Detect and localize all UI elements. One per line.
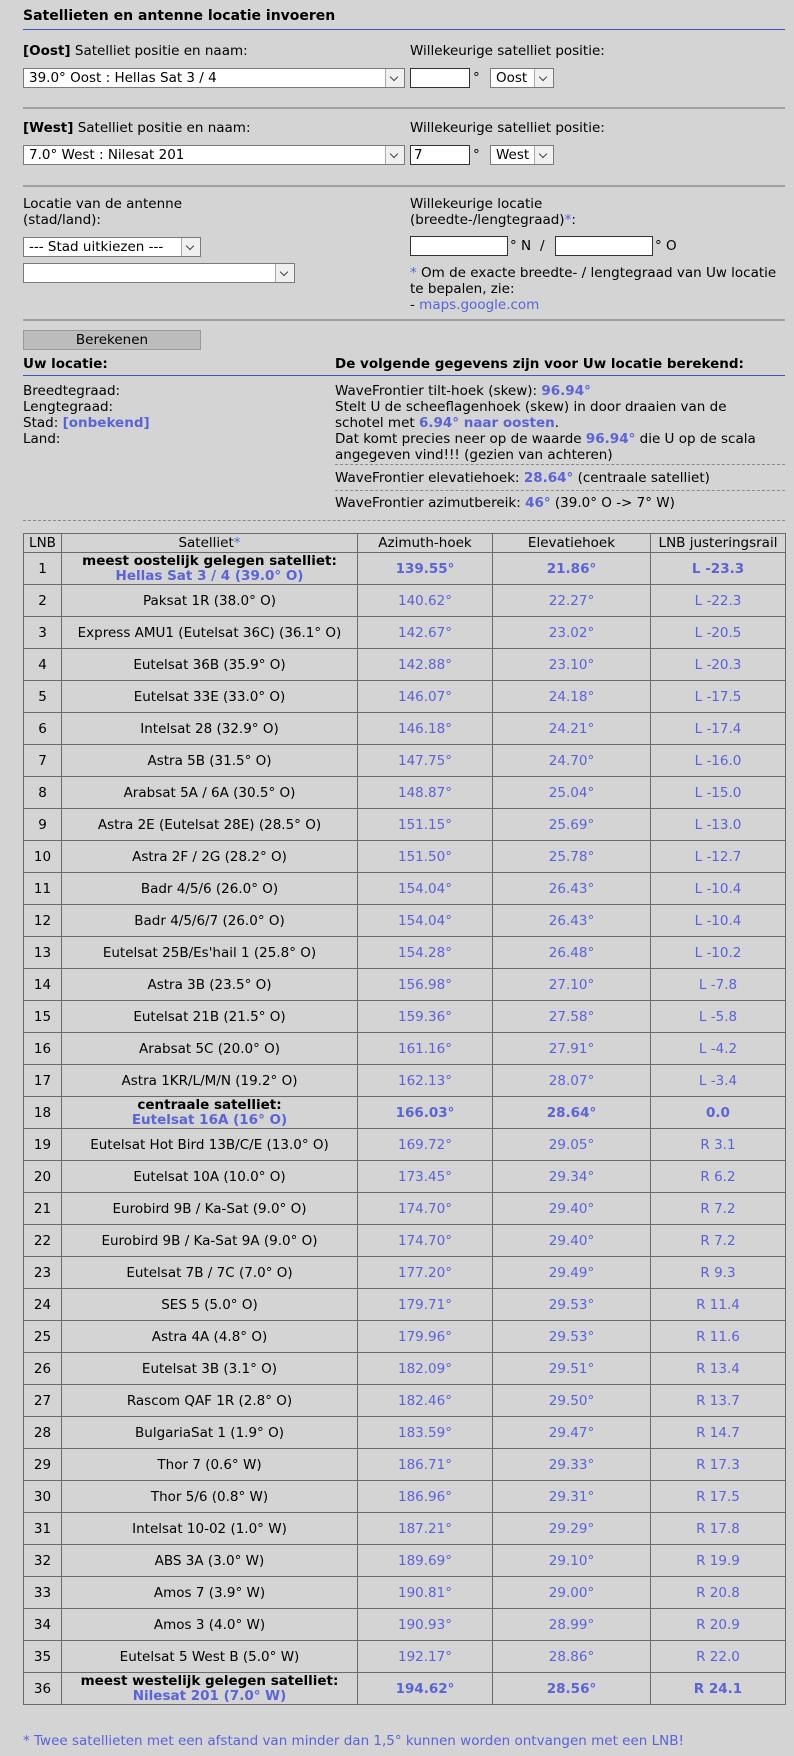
satellite-name-text: Hellas Sat 3 / 4 (39.0° O) <box>115 567 304 584</box>
azimuth-value: 151.15° <box>358 809 493 841</box>
elevation-value: 26.43° <box>493 905 651 937</box>
lnb-rail-value: R 20.9 <box>651 1609 786 1641</box>
lnb-rail-value: L -12.7 <box>651 841 786 873</box>
lnb-rail-value: L -3.4 <box>651 1065 786 1097</box>
elevation-value: 28.99° <box>493 1609 651 1641</box>
azimuth-value: 182.09° <box>358 1353 493 1385</box>
satellite-name: ABS 3A (3.0° W) <box>62 1545 358 1577</box>
azimuth-value: 194.62° <box>358 1673 493 1705</box>
satellite-name: Astra 5B (31.5° O) <box>62 745 358 777</box>
table-area <box>23 521 785 1721</box>
lnb-number: 23 <box>24 1257 62 1289</box>
lnb-rail-value: L -10.2 <box>651 937 786 969</box>
footnote: * Twee satellieten met een afstand van minder dan 1,5° kunnen worden ontvangen met een LNB! <box>23 1733 684 1749</box>
satellite-name: Thor 5/6 (0.8° W) <box>62 1481 358 1513</box>
button-row <box>23 321 785 353</box>
azimuth-value: 177.20° <box>358 1257 493 1289</box>
elevation-value: 29.29° <box>493 1513 651 1545</box>
elevation-value: 21.86° <box>493 553 651 585</box>
chevron-down-icon <box>534 146 553 164</box>
azimuth-value: 159.36° <box>358 1001 493 1033</box>
azimuth-value: 161.16° <box>358 1033 493 1065</box>
azimuth-value: 182.46° <box>358 1385 493 1417</box>
table-row <box>24 745 786 777</box>
chevron-down-icon <box>181 238 200 256</box>
table-row <box>24 1513 786 1545</box>
azimuth-value: 169.72° <box>358 1129 493 1161</box>
lnb-rail-value: R 13.7 <box>651 1385 786 1417</box>
page <box>23 0 785 1749</box>
table-row <box>24 713 786 745</box>
satellite-role: meest westelijk gelegen satelliet: <box>80 1672 339 1689</box>
table-row <box>24 1417 786 1449</box>
azimuth-value: 142.67° <box>358 617 493 649</box>
satellite-name: Eutelsat 7B / 7C (7.0° O) <box>62 1257 358 1289</box>
elevation-value: 27.58° <box>493 1001 651 1033</box>
lnb-rail-value: R 13.4 <box>651 1353 786 1385</box>
azimuth-value: 186.96° <box>358 1481 493 1513</box>
elevation-value: 27.10° <box>493 969 651 1001</box>
lnb-rail-value: L -13.0 <box>651 809 786 841</box>
elevation-value: 29.31° <box>493 1481 651 1513</box>
header-satellite: Satelliet* <box>62 534 358 553</box>
satellite-name: Paksat 1R (38.0° O) <box>62 585 358 617</box>
lnb-number: 28 <box>24 1417 62 1449</box>
azimuth-value: 190.93° <box>358 1609 493 1641</box>
table-row <box>24 905 786 937</box>
lnb-number: 21 <box>24 1193 62 1225</box>
azimuth-value: 186.71° <box>358 1449 493 1481</box>
table-row <box>24 1481 786 1513</box>
table-row <box>24 1001 786 1033</box>
east-satellite-select[interactable]: 39.0° Oost : Hellas Sat 3 / 4 <box>23 68 405 88</box>
satellite-name: Eurobird 9B / Ka-Sat 9A (9.0° O) <box>62 1225 358 1257</box>
satellite-name: Eutelsat 21B (21.5° O) <box>62 1001 358 1033</box>
lnb-rail-value: R 24.1 <box>651 1673 786 1705</box>
table-row <box>24 841 786 873</box>
satellite-name: Arabsat 5C (20.0° O) <box>62 1033 358 1065</box>
satellite-name: Eurobird 9B / Ka-Sat (9.0° O) <box>62 1193 358 1225</box>
satellite-name: Badr 4/5/6 (26.0° O) <box>62 873 358 905</box>
lnb-rail-value: L -5.8 <box>651 1001 786 1033</box>
table-row <box>24 553 786 585</box>
satellite-name: Eutelsat 3B (3.1° O) <box>62 1353 358 1385</box>
lnb-rail-value: R 22.0 <box>651 1641 786 1673</box>
maps-note: * Om de exacte breedte- / lengtegraad van Uw locatie te bepalen, zie: - maps.google.com <box>410 265 777 313</box>
table-row <box>24 1545 786 1577</box>
lnb-rail-value: R 14.7 <box>651 1417 786 1449</box>
lnb-number: 35 <box>24 1641 62 1673</box>
lnb-number: 32 <box>24 1545 62 1577</box>
lnb-number: 9 <box>24 809 62 841</box>
azimuth-value: 174.70° <box>358 1193 493 1225</box>
elevation-value: 26.48° <box>493 937 651 969</box>
elevation-value: 29.34° <box>493 1161 651 1193</box>
chevron-down-icon <box>385 146 404 164</box>
elevation-value: 24.70° <box>493 745 651 777</box>
satellite-name: Badr 4/5/6/7 (26.0° O) <box>62 905 358 937</box>
location-label: Locatie van de antenne (stad/land): <box>23 196 183 228</box>
header-elevation: Elevatiehoek <box>493 534 651 553</box>
satellite-name: SES 5 (5.0° O) <box>62 1289 358 1321</box>
lnb-rail-value: R 20.8 <box>651 1577 786 1609</box>
lnb-rail-value: R 3.1 <box>651 1129 786 1161</box>
elevation-value: 28.56° <box>493 1673 651 1705</box>
azimuth-value: 173.45° <box>358 1161 493 1193</box>
lnb-rail-value: L -10.4 <box>651 905 786 937</box>
results-block <box>23 376 785 518</box>
lnb-number: 5 <box>24 681 62 713</box>
elevation-value: 29.47° <box>493 1417 651 1449</box>
elevation-value: 25.69° <box>493 809 651 841</box>
table-row <box>24 777 786 809</box>
lnb-number: 11 <box>24 873 62 905</box>
lnb-number: 22 <box>24 1225 62 1257</box>
east-direction-select[interactable]: Oost <box>490 68 554 88</box>
west-arbitrary-input[interactable]: 7 <box>410 145 470 165</box>
satellite-name <box>62 1673 358 1705</box>
table-row <box>24 1097 786 1129</box>
satellite-name: Arabsat 5A / 6A (30.5° O) <box>62 777 358 809</box>
lnb-rail-value: L -23.3 <box>651 553 786 585</box>
lnb-rail-value: R 6.2 <box>651 1161 786 1193</box>
table-row <box>24 1449 786 1481</box>
satellite-table <box>23 533 786 1705</box>
east-block <box>23 30 785 94</box>
lnb-number: 33 <box>24 1577 62 1609</box>
lnb-number: 27 <box>24 1385 62 1417</box>
table-row <box>24 681 786 713</box>
azimuth-value: 156.98° <box>358 969 493 1001</box>
azimuth-value: 179.71° <box>358 1289 493 1321</box>
satellite-name: Express AMU1 (Eutelsat 36C) (36.1° O) <box>62 617 358 649</box>
lnb-number: 2 <box>24 585 62 617</box>
lnb-number: 3 <box>24 617 62 649</box>
elevation-value: 29.10° <box>493 1545 651 1577</box>
azimuth-value: 140.62° <box>358 585 493 617</box>
slash: / <box>540 238 545 254</box>
lnb-number: 12 <box>24 905 62 937</box>
elevation-value: 29.49° <box>493 1257 651 1289</box>
satellite-name: Intelsat 10-02 (1.0° W) <box>62 1513 358 1545</box>
lnb-number: 15 <box>24 1001 62 1033</box>
azimuth-value: 154.04° <box>358 873 493 905</box>
satellite-name: Eutelsat 10A (10.0° O) <box>62 1161 358 1193</box>
table-header-row <box>24 534 786 553</box>
header-lnb: LNB <box>24 534 62 553</box>
lnb-number: 24 <box>24 1289 62 1321</box>
table-row <box>24 649 786 681</box>
elevation-value: 29.05° <box>493 1129 651 1161</box>
lnb-number: 30 <box>24 1481 62 1513</box>
lnb-rail-value: R 7.2 <box>651 1193 786 1225</box>
table-row <box>24 1161 786 1193</box>
west-label: [West] Satelliet positie en naam: <box>23 120 251 136</box>
elevation-value: 28.64° <box>493 1097 651 1129</box>
location-block <box>23 187 785 315</box>
chevron-down-icon <box>385 69 404 87</box>
azimuth-value: 174.70° <box>358 1225 493 1257</box>
table-row <box>24 937 786 969</box>
lnb-rail-value: R 19.9 <box>651 1545 786 1577</box>
chevron-down-icon <box>275 264 294 282</box>
azimuth-value: 162.13° <box>358 1065 493 1097</box>
table-row <box>24 1385 786 1417</box>
elevation-value: 28.86° <box>493 1641 651 1673</box>
elevation-value: 29.53° <box>493 1321 651 1353</box>
lnb-rail-value: R 17.8 <box>651 1513 786 1545</box>
your-location-title: Uw locatie: <box>23 356 108 372</box>
east-label: [Oost] Satelliet positie en naam: <box>23 43 248 59</box>
table-row <box>24 585 786 617</box>
satellite-name: Intelsat 28 (32.9° O) <box>62 713 358 745</box>
satellite-name: Astra 3B (23.5° O) <box>62 969 358 1001</box>
lnb-number: 6 <box>24 713 62 745</box>
satellite-role: meest oostelijk gelegen satelliet: <box>82 552 337 569</box>
satellite-name-text: Eutelsat 16A (16° O) <box>131 1111 288 1128</box>
azimuth-value: 154.28° <box>358 937 493 969</box>
table-row <box>24 1577 786 1609</box>
lnb-number: 1 <box>24 553 62 585</box>
elevation-value: 29.50° <box>493 1385 651 1417</box>
lnb-rail-value: R 11.4 <box>651 1289 786 1321</box>
elevation-value: 24.21° <box>493 713 651 745</box>
table-row <box>24 1641 786 1673</box>
elevation-value: 27.91° <box>493 1033 651 1065</box>
satellite-name-text: Nilesat 201 (7.0° W) <box>132 1687 287 1704</box>
satellite-name: Eutelsat Hot Bird 13B/C/E (13.0° O) <box>62 1129 358 1161</box>
maps-link[interactable]: maps.google.com <box>419 297 540 313</box>
lnb-number: 10 <box>24 841 62 873</box>
azimuth-value: 148.87° <box>358 777 493 809</box>
results-title: De volgende gegevens zijn voor Uw locatie berekend: <box>335 356 744 372</box>
header-azimuth: Azimuth-hoek <box>358 534 493 553</box>
lnb-number: 36 <box>24 1673 62 1705</box>
satellite-name: Thor 7 (0.6° W) <box>62 1449 358 1481</box>
west-direction-select[interactable]: West <box>490 145 554 165</box>
latitude-unit: ° N <box>510 238 532 254</box>
result-headers <box>23 353 785 373</box>
table-row <box>24 1321 786 1353</box>
table-row <box>24 1673 786 1705</box>
table-row <box>24 1289 786 1321</box>
arbitrary-location-label: Willekeurige locatie (breedte-/lengtegraad)*: <box>410 196 576 228</box>
satellite-name: BulgariaSat 1 (1.9° O) <box>62 1417 358 1449</box>
elevation-value: 23.10° <box>493 649 651 681</box>
elevation-value: 29.33° <box>493 1449 651 1481</box>
satellite-name: Rascom QAF 1R (2.8° O) <box>62 1385 358 1417</box>
elevation-value: 22.27° <box>493 585 651 617</box>
lnb-rail-value: L -10.4 <box>651 873 786 905</box>
elevation-value: 25.78° <box>493 841 651 873</box>
lnb-number: 34 <box>24 1609 62 1641</box>
azimuth-value: 190.81° <box>358 1577 493 1609</box>
satellite-name: Astra 4A (4.8° O) <box>62 1321 358 1353</box>
azimuth-value: 142.88° <box>358 649 493 681</box>
lnb-number: 16 <box>24 1033 62 1065</box>
city-value: [onbekend] <box>62 415 150 431</box>
lnb-number: 8 <box>24 777 62 809</box>
table-row <box>24 1225 786 1257</box>
calculate-button[interactable]: Berekenen <box>23 330 201 350</box>
dotted-divider <box>335 490 785 491</box>
degree-sign: ° <box>473 147 480 163</box>
table-row <box>24 1033 786 1065</box>
lnb-number: 18 <box>24 1097 62 1129</box>
satellite-name: Eutelsat 25B/Es'hail 1 (25.8° O) <box>62 937 358 969</box>
table-row <box>24 873 786 905</box>
lnb-rail-value: L -7.8 <box>651 969 786 1001</box>
satellite-name: Amos 7 (3.9° W) <box>62 1577 358 1609</box>
longitude-input[interactable] <box>555 236 653 256</box>
chevron-down-icon <box>534 69 553 87</box>
lnb-rail-value: L -20.3 <box>651 649 786 681</box>
elevation-value: 26.43° <box>493 873 651 905</box>
table-row <box>24 617 786 649</box>
satellite-name: Astra 2F / 2G (28.2° O) <box>62 841 358 873</box>
table-row <box>24 969 786 1001</box>
table-row <box>24 1257 786 1289</box>
lnb-number: 31 <box>24 1513 62 1545</box>
latitude-input[interactable] <box>410 236 508 256</box>
lnb-number: 25 <box>24 1321 62 1353</box>
elevation-value: 29.00° <box>493 1577 651 1609</box>
lnb-number: 13 <box>24 937 62 969</box>
lnb-rail-value: R 7.2 <box>651 1225 786 1257</box>
elevation-value: 24.18° <box>493 681 651 713</box>
west-satellite-select[interactable]: 7.0° West : Nilesat 201 <box>23 145 405 165</box>
satellite-name <box>62 553 358 585</box>
lnb-rail-value: L -20.5 <box>651 617 786 649</box>
lnb-number: 19 <box>24 1129 62 1161</box>
lnb-rail-value: R 11.6 <box>651 1321 786 1353</box>
azimuth-value: 187.21° <box>358 1513 493 1545</box>
table-row <box>24 809 786 841</box>
lnb-number: 17 <box>24 1065 62 1097</box>
skew-block: WaveFrontier tilt-hoek (skew): 96.94° Stelt U de scheeflagenhoek (skew) in door draaien van de schotel met 6.94° naar oosten. Dat komt precies neer op de waarde 96.94° die U op de scala angegeven vind!!! (gezien van achteren) <box>335 383 756 463</box>
azimuth-value: 146.07° <box>358 681 493 713</box>
satellite-name: Eutelsat 5 West B (5.0° W) <box>62 1641 358 1673</box>
azimuth-value: 183.59° <box>358 1417 493 1449</box>
azimuth-value: 166.03° <box>358 1097 493 1129</box>
lnb-rail-value: L -16.0 <box>651 745 786 777</box>
azimuth-value: 179.96° <box>358 1321 493 1353</box>
satellite-name: Astra 1KR/L/M/N (19.2° O) <box>62 1065 358 1097</box>
table-row <box>24 1609 786 1641</box>
west-block <box>23 109 785 173</box>
azimuth-value: 192.17° <box>358 1641 493 1673</box>
lnb-number: 14 <box>24 969 62 1001</box>
elevation-value: 29.40° <box>493 1193 651 1225</box>
satellite-name: Amos 3 (4.0° W) <box>62 1609 358 1641</box>
dotted-divider <box>335 464 785 465</box>
east-arbitrary-input[interactable] <box>410 68 470 88</box>
lnb-number: 29 <box>24 1449 62 1481</box>
lnb-rail-value: L -17.4 <box>651 713 786 745</box>
lnb-rail-value: 0.0 <box>651 1097 786 1129</box>
your-location-list: Breedtegraad: Lengtegraad: Stad: [onbekend] Land: <box>23 383 150 447</box>
satellite-name: Eutelsat 33E (33.0° O) <box>62 681 358 713</box>
lnb-rail-value: L -4.2 <box>651 1033 786 1065</box>
section-title: Satellieten en antenne locatie invoeren <box>23 8 336 24</box>
azimuth-value: 154.04° <box>358 905 493 937</box>
lnb-rail-value: L -15.0 <box>651 777 786 809</box>
lnb-rail-value: L -22.3 <box>651 585 786 617</box>
country-select[interactable] <box>23 263 295 283</box>
elevation-value: 29.53° <box>493 1289 651 1321</box>
elevation-value: 23.02° <box>493 617 651 649</box>
table-row <box>24 1129 786 1161</box>
table-row <box>24 1353 786 1385</box>
satellite-name <box>62 1097 358 1129</box>
elevation-value: 29.40° <box>493 1225 651 1257</box>
azimuth-line: WaveFrontier azimutbereik: 46° (39.0° O -> 7° W) <box>335 495 675 511</box>
west-arbitrary-label: Willekeurige satelliet positie: <box>410 120 605 136</box>
azimuth-value: 189.69° <box>358 1545 493 1577</box>
lnb-number: 4 <box>24 649 62 681</box>
table-row <box>24 1065 786 1097</box>
elevation-value: 29.51° <box>493 1353 651 1385</box>
satellite-name: Eutelsat 36B (35.9° O) <box>62 649 358 681</box>
city-select[interactable]: --- Stad uitkiezen --- <box>23 237 201 257</box>
east-arbitrary-label: Willekeurige satelliet positie: <box>410 43 605 59</box>
satellite-role: centraale satelliet: <box>137 1096 282 1113</box>
elevation-value: 28.07° <box>493 1065 651 1097</box>
lnb-rail-value: L -17.5 <box>651 681 786 713</box>
lnb-rail-value: R 17.5 <box>651 1481 786 1513</box>
degree-sign: ° <box>473 70 480 86</box>
lnb-number: 20 <box>24 1161 62 1193</box>
lnb-number: 26 <box>24 1353 62 1385</box>
elevation-line: WaveFrontier elevatiehoek: 28.64° (centraale satelliet) <box>335 470 710 486</box>
lnb-number: 7 <box>24 745 62 777</box>
header-lnb-rail: LNB justeringsrail <box>651 534 786 553</box>
azimuth-value: 147.75° <box>358 745 493 777</box>
azimuth-value: 139.55° <box>358 553 493 585</box>
lnb-rail-value: R 17.3 <box>651 1449 786 1481</box>
lnb-rail-value: R 9.3 <box>651 1257 786 1289</box>
table-row <box>24 1193 786 1225</box>
azimuth-value: 151.50° <box>358 841 493 873</box>
longitude-unit: ° O <box>655 238 677 254</box>
elevation-value: 25.04° <box>493 777 651 809</box>
satellite-name: Astra 2E (Eutelsat 28E) (28.5° O) <box>62 809 358 841</box>
azimuth-value: 146.18° <box>358 713 493 745</box>
